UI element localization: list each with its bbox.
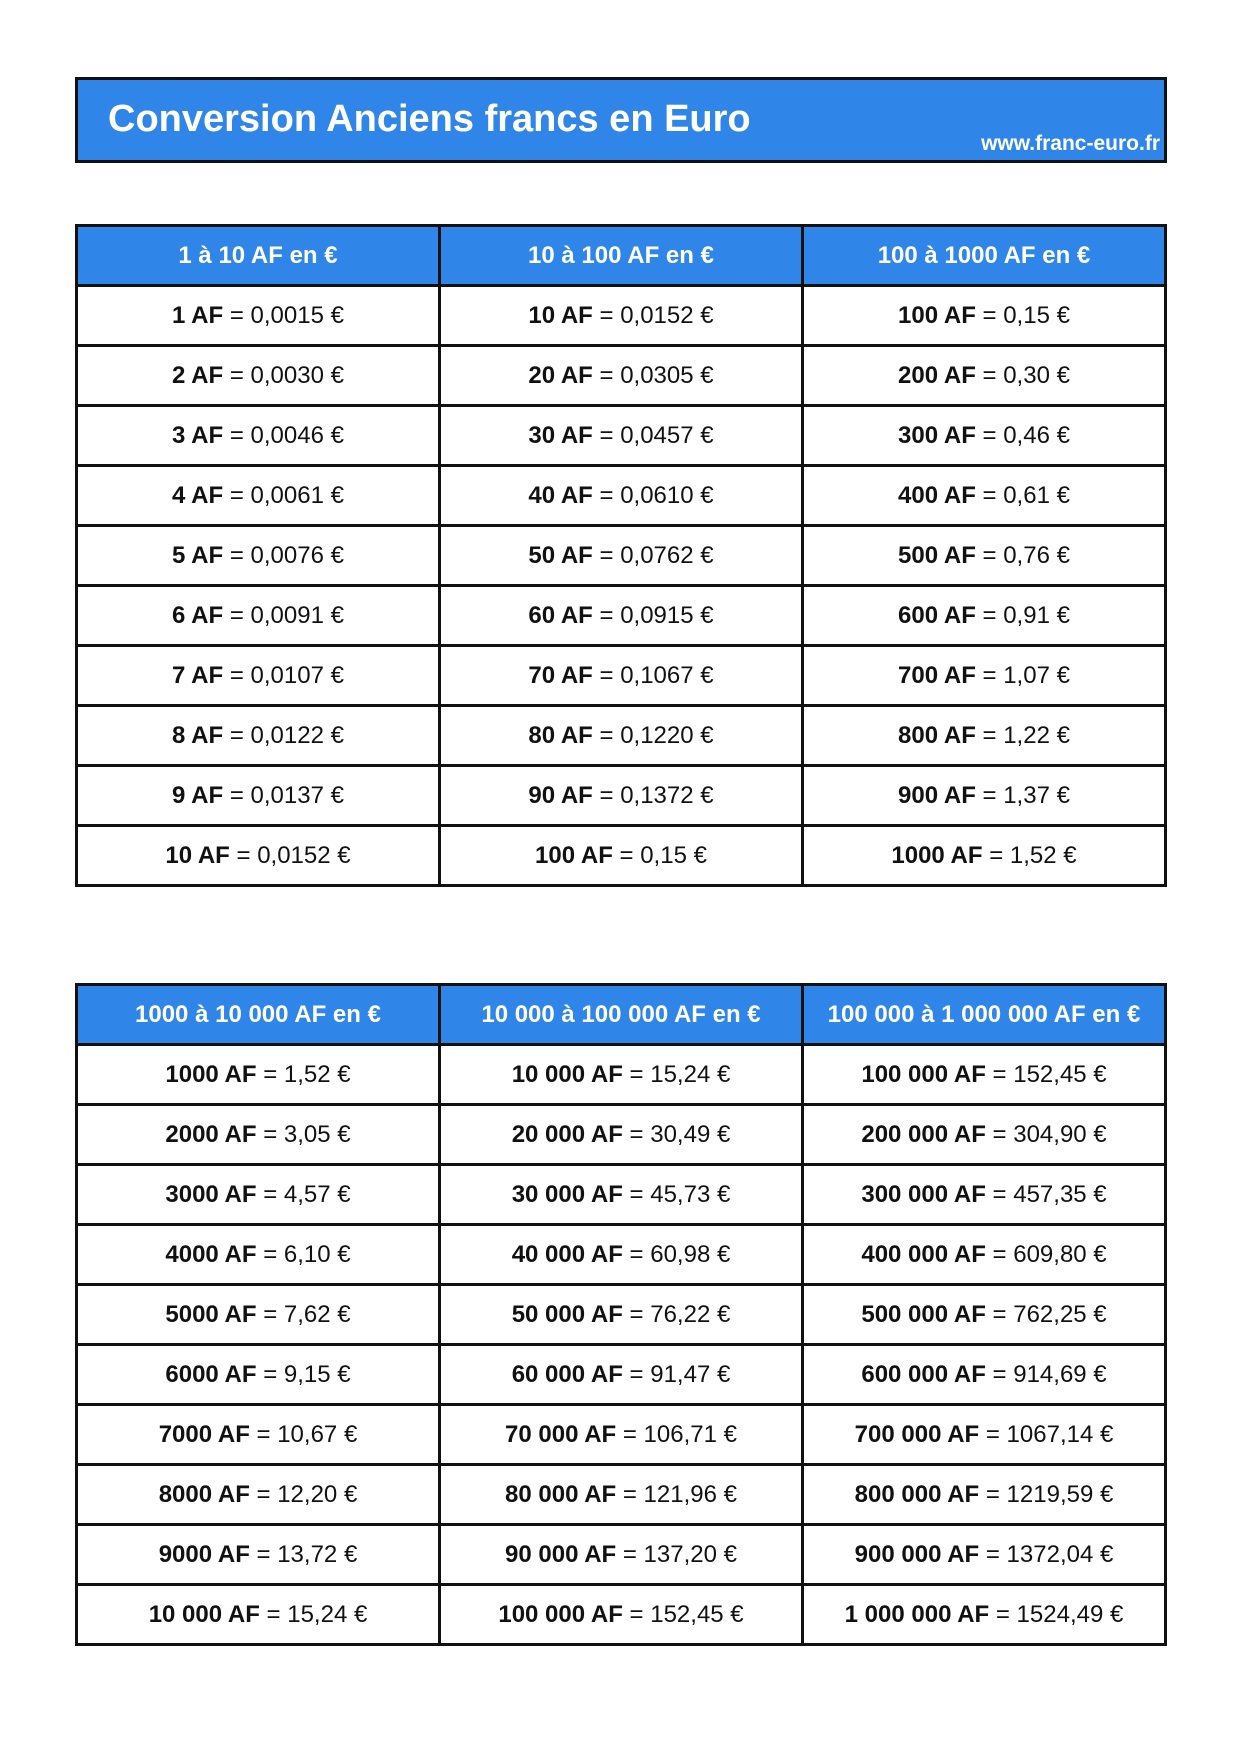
conversion-cell: [77, 1105, 440, 1165]
franc-amount: 80 000 AF: [505, 1480, 617, 1508]
conversion-cell: [77, 1045, 440, 1105]
euro-amount: = 0,0137 €: [223, 781, 344, 809]
conversion-cell: [803, 1405, 1166, 1465]
euro-amount: = 7,62 €: [256, 1300, 351, 1328]
franc-amount: 3000 AF: [165, 1180, 257, 1208]
euro-amount: = 1,52 €: [982, 841, 1077, 869]
euro-amount: = 0,76 €: [975, 541, 1070, 569]
franc-amount: 5000 AF: [165, 1300, 257, 1328]
column-header: 100 000 à 1 000 000 AF en €: [803, 985, 1166, 1045]
franc-amount: 300 AF: [898, 421, 976, 449]
euro-amount: = 1,37 €: [975, 781, 1070, 809]
conversion-cell: [440, 1165, 803, 1225]
table-row: [77, 1105, 1166, 1165]
table-header-row: [77, 226, 1166, 286]
table-row: [77, 1285, 1166, 1345]
euro-amount: = 0,30 €: [975, 361, 1070, 389]
conversion-cell: [440, 1465, 803, 1525]
conversion-cell: [77, 1585, 440, 1645]
table-row: [77, 406, 1166, 466]
euro-amount: = 76,22 €: [622, 1300, 731, 1328]
euro-amount: = 137,20 €: [616, 1540, 737, 1568]
franc-amount: 500 AF: [898, 541, 976, 569]
conversion-cell: [440, 826, 803, 886]
euro-amount: = 152,45 €: [985, 1060, 1107, 1088]
euro-amount: = 1219,59 €: [979, 1480, 1114, 1508]
franc-amount: 300 000 AF: [861, 1180, 986, 1208]
column-header: 10 000 à 100 000 AF en €: [440, 985, 803, 1045]
table-row: [77, 1585, 1166, 1645]
euro-amount: = 45,73 €: [622, 1180, 731, 1208]
euro-amount: = 0,61 €: [975, 481, 1070, 509]
euro-amount: = 0,0107 €: [223, 661, 344, 689]
conversion-cell: [77, 1165, 440, 1225]
column-header: 100 à 1000 AF en €: [803, 226, 1166, 286]
euro-amount: = 0,91 €: [975, 601, 1070, 629]
conversion-cell: [440, 1285, 803, 1345]
conversion-cell: [77, 646, 440, 706]
conversion-cell: [77, 1225, 440, 1285]
conversion-cell: [440, 1585, 803, 1645]
franc-amount: 30 000 AF: [511, 1180, 623, 1208]
franc-amount: 5 AF: [172, 541, 224, 569]
euro-amount: = 0,0030 €: [223, 361, 344, 389]
conversion-cell: [77, 286, 440, 346]
franc-amount: 7 AF: [172, 661, 224, 689]
franc-amount: 9 AF: [172, 781, 224, 809]
euro-amount: = 15,24 €: [259, 1600, 368, 1628]
conversion-cell: [440, 586, 803, 646]
conversion-cell: [77, 466, 440, 526]
conversion-cell: [803, 766, 1166, 826]
conversion-cell: [77, 706, 440, 766]
table-row: [77, 706, 1166, 766]
conversion-cell: [803, 1465, 1166, 1525]
franc-amount: 100 000 AF: [498, 1600, 623, 1628]
franc-amount: 40 000 AF: [511, 1240, 623, 1268]
euro-amount: = 0,46 €: [975, 421, 1070, 449]
euro-amount: = 1,07 €: [975, 661, 1070, 689]
conversion-cell: [77, 766, 440, 826]
conversion-cell: [77, 1405, 440, 1465]
franc-amount: 10 AF: [165, 841, 230, 869]
table-row: [77, 1465, 1166, 1525]
franc-amount: 1000 AF: [165, 1060, 257, 1088]
euro-amount: = 0,1372 €: [592, 781, 714, 809]
column-header: 1 à 10 AF en €: [77, 226, 440, 286]
franc-amount: 2 AF: [172, 361, 224, 389]
column-header: 1000 à 10 000 AF en €: [77, 985, 440, 1045]
euro-amount: = 0,0076 €: [223, 541, 344, 569]
euro-amount: = 10,67 €: [249, 1420, 358, 1448]
euro-amount: = 0,15 €: [612, 841, 707, 869]
euro-amount: = 1,52 €: [256, 1060, 351, 1088]
conversion-cell: [440, 286, 803, 346]
conversion-cell: [803, 1285, 1166, 1345]
euro-amount: = 12,20 €: [249, 1480, 358, 1508]
euro-amount: = 609,80 €: [985, 1240, 1107, 1268]
euro-amount: = 15,24 €: [622, 1060, 731, 1088]
euro-amount: = 30,49 €: [622, 1120, 731, 1148]
conversion-cell: [440, 646, 803, 706]
franc-amount: 10 AF: [528, 301, 593, 329]
conversion-cell: [440, 1045, 803, 1105]
conversion-cell: [803, 1585, 1166, 1645]
franc-amount: 9000 AF: [158, 1540, 250, 1568]
franc-amount: 800 AF: [898, 721, 976, 749]
euro-amount: = 1067,14 €: [979, 1420, 1114, 1448]
table-header-row: [77, 985, 1166, 1045]
franc-amount: 20 AF: [528, 361, 593, 389]
conversion-cell: [440, 1525, 803, 1585]
conversion-cell: [440, 526, 803, 586]
table-row: [77, 286, 1166, 346]
table-row: [77, 646, 1166, 706]
conversion-cell: [77, 526, 440, 586]
euro-amount: = 9,15 €: [256, 1360, 351, 1388]
conversion-cell: [77, 1465, 440, 1525]
franc-amount: 600 000 AF: [861, 1360, 986, 1388]
euro-amount: = 0,0915 €: [592, 601, 714, 629]
conversion-cell: [440, 406, 803, 466]
franc-amount: 7000 AF: [158, 1420, 250, 1448]
conversion-cell: [77, 346, 440, 406]
title-banner: [75, 77, 1167, 163]
franc-amount: 100 000 AF: [861, 1060, 986, 1088]
franc-amount: 6 AF: [172, 601, 224, 629]
euro-amount: = 6,10 €: [256, 1240, 351, 1268]
euro-amount: = 0,0152 €: [229, 841, 351, 869]
euro-amount: = 0,1220 €: [592, 721, 714, 749]
franc-amount: 900 AF: [898, 781, 976, 809]
euro-amount: = 152,45 €: [622, 1600, 744, 1628]
euro-amount: = 0,0762 €: [592, 541, 714, 569]
franc-amount: 200 000 AF: [861, 1120, 986, 1148]
franc-amount: 2000 AF: [165, 1120, 257, 1148]
euro-amount: = 13,72 €: [249, 1540, 358, 1568]
franc-amount: 3 AF: [172, 421, 224, 449]
conversion-cell: [803, 286, 1166, 346]
franc-amount: 50 000 AF: [511, 1300, 623, 1328]
euro-amount: = 91,47 €: [622, 1360, 731, 1388]
table-row: [77, 1405, 1166, 1465]
euro-amount: = 4,57 €: [256, 1180, 351, 1208]
table-body: [77, 1045, 1166, 1645]
franc-amount: 100 AF: [898, 301, 976, 329]
franc-amount: 8 AF: [172, 721, 224, 749]
table-body: [77, 286, 1166, 886]
table-row: [77, 466, 1166, 526]
franc-amount: 400 000 AF: [861, 1240, 986, 1268]
table-row: [77, 1345, 1166, 1405]
franc-amount: 6000 AF: [165, 1360, 257, 1388]
table-row: [77, 586, 1166, 646]
table-row: [77, 766, 1166, 826]
franc-amount: 30 AF: [528, 421, 593, 449]
franc-amount: 70 AF: [528, 661, 593, 689]
table-row: [77, 526, 1166, 586]
conversion-cell: [803, 826, 1166, 886]
conversion-cell: [440, 706, 803, 766]
conversion-cell: [440, 1405, 803, 1465]
euro-amount: = 0,0610 €: [592, 481, 714, 509]
euro-amount: = 1,22 €: [975, 721, 1070, 749]
euro-amount: = 304,90 €: [985, 1120, 1107, 1148]
franc-amount: 900 000 AF: [854, 1540, 980, 1568]
franc-amount: 400 AF: [898, 481, 976, 509]
conversion-cell: [803, 1165, 1166, 1225]
franc-amount: 70 000 AF: [505, 1420, 617, 1448]
conversion-cell: [803, 1105, 1166, 1165]
euro-amount: = 1372,04 €: [979, 1540, 1114, 1568]
table-row: [77, 346, 1166, 406]
franc-amount: 8000 AF: [158, 1480, 250, 1508]
euro-amount: = 0,0015 €: [223, 301, 344, 329]
franc-amount: 60 AF: [528, 601, 593, 629]
euro-amount: = 60,98 €: [622, 1240, 731, 1268]
conversion-cell: [803, 1525, 1166, 1585]
euro-amount: = 0,0152 €: [592, 301, 714, 329]
franc-amount: 500 000 AF: [861, 1300, 986, 1328]
euro-amount: = 0,0046 €: [223, 421, 344, 449]
franc-amount: 10 000 AF: [148, 1600, 260, 1628]
conversion-cell: [440, 766, 803, 826]
page-title: Conversion Anciens francs en Euro: [108, 98, 751, 140]
conversion-cell: [803, 706, 1166, 766]
franc-amount: 600 AF: [898, 601, 976, 629]
table-row: [77, 826, 1166, 886]
franc-amount: 700 AF: [898, 661, 976, 689]
franc-amount: 1 000 000 AF: [844, 1600, 990, 1628]
franc-amount: 90 000 AF: [505, 1540, 617, 1568]
euro-amount: = 0,0305 €: [592, 361, 714, 389]
table-row: [77, 1225, 1166, 1285]
conversion-cell: [77, 406, 440, 466]
conversion-cell: [803, 526, 1166, 586]
conversion-cell: [803, 346, 1166, 406]
column-header: 10 à 100 AF en €: [440, 226, 803, 286]
conversion-table-small: [75, 224, 1167, 887]
conversion-cell: [77, 1345, 440, 1405]
conversion-cell: [77, 1525, 440, 1585]
euro-amount: = 914,69 €: [985, 1360, 1107, 1388]
euro-amount: = 0,1067 €: [592, 661, 714, 689]
conversion-cell: [803, 1345, 1166, 1405]
euro-amount: = 3,05 €: [256, 1120, 351, 1148]
conversion-cell: [440, 1225, 803, 1285]
conversion-cell: [77, 826, 440, 886]
franc-amount: 10 000 AF: [511, 1060, 623, 1088]
euro-amount: = 0,0457 €: [592, 421, 714, 449]
conversion-cell: [803, 646, 1166, 706]
conversion-table-large: [75, 983, 1167, 1646]
franc-amount: 90 AF: [528, 781, 593, 809]
franc-amount: 20 000 AF: [511, 1120, 623, 1148]
conversion-cell: [440, 346, 803, 406]
franc-amount: 4 AF: [172, 481, 224, 509]
euro-amount: = 762,25 €: [985, 1300, 1107, 1328]
euro-amount: = 0,0061 €: [223, 481, 344, 509]
conversion-cell: [803, 406, 1166, 466]
franc-amount: 700 000 AF: [854, 1420, 980, 1448]
franc-amount: 60 000 AF: [511, 1360, 623, 1388]
conversion-cell: [440, 1105, 803, 1165]
conversion-cell: [803, 1225, 1166, 1285]
conversion-cell: [440, 466, 803, 526]
franc-amount: 800 000 AF: [854, 1480, 980, 1508]
conversion-cell: [803, 466, 1166, 526]
euro-amount: = 457,35 €: [985, 1180, 1107, 1208]
table-row: [77, 1045, 1166, 1105]
franc-amount: 4000 AF: [165, 1240, 257, 1268]
franc-amount: 1 AF: [172, 301, 224, 329]
euro-amount: = 0,15 €: [975, 301, 1070, 329]
conversion-cell: [440, 1345, 803, 1405]
franc-amount: 50 AF: [528, 541, 593, 569]
franc-amount: 40 AF: [528, 481, 593, 509]
conversion-cell: [803, 586, 1166, 646]
franc-amount: 80 AF: [528, 721, 593, 749]
euro-amount: = 121,96 €: [616, 1480, 737, 1508]
euro-amount: = 106,71 €: [616, 1420, 737, 1448]
conversion-cell: [77, 1285, 440, 1345]
euro-amount: = 1524,49 €: [989, 1600, 1124, 1628]
franc-amount: 100 AF: [535, 841, 613, 869]
euro-amount: = 0,0122 €: [223, 721, 344, 749]
conversion-cell: [77, 586, 440, 646]
table-row: [77, 1165, 1166, 1225]
site-url: www.franc-euro.fr: [981, 132, 1160, 155]
franc-amount: 200 AF: [898, 361, 976, 389]
table-row: [77, 1525, 1166, 1585]
conversion-cell: [803, 1045, 1166, 1105]
franc-amount: 1000 AF: [891, 841, 983, 869]
euro-amount: = 0,0091 €: [223, 601, 344, 629]
